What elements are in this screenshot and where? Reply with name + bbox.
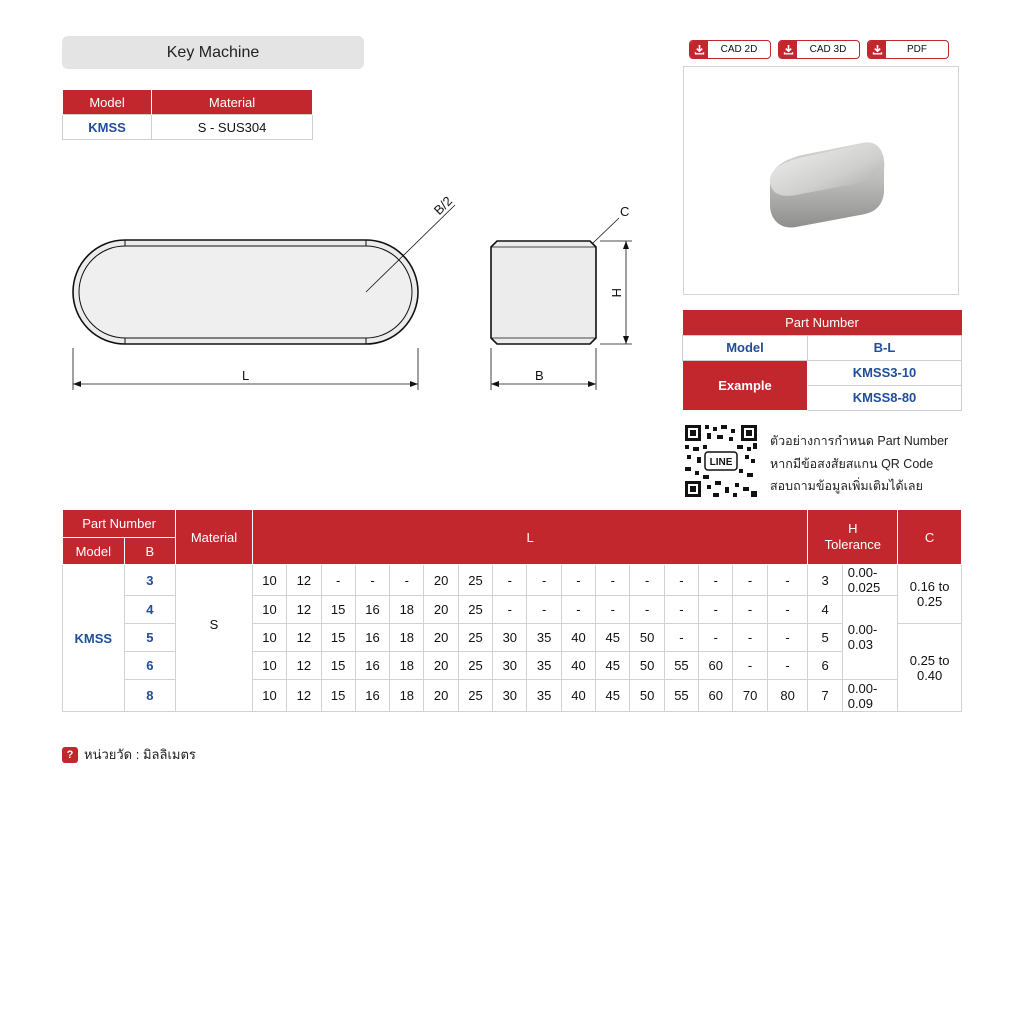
l-cell: -	[321, 565, 355, 596]
l-cell: 20	[424, 652, 458, 680]
l-cell: 60	[699, 680, 733, 712]
l-cell: 10	[252, 596, 286, 624]
l-cell: 40	[561, 680, 595, 712]
h-value: 6	[808, 652, 842, 680]
l-cell: -	[561, 565, 595, 596]
l-cell: 16	[355, 652, 389, 680]
l-cell: -	[733, 652, 767, 680]
radius-label: B/2	[430, 193, 456, 218]
l-cell: 15	[321, 624, 355, 652]
chamfer-leader	[593, 218, 619, 243]
line-note	[770, 430, 948, 498]
l-cell: 18	[390, 624, 424, 652]
line-note-text: สอบถามข้อมูลเพิ่มเติมได้เลย	[770, 479, 923, 493]
chamfer-label: C	[620, 204, 630, 219]
l-cell: -	[664, 596, 698, 624]
technical-drawing	[0, 0, 680, 420]
l-cell: 25	[458, 652, 492, 680]
l-cell: 10	[252, 624, 286, 652]
l-cell: 20	[424, 680, 458, 712]
l-cell: 12	[287, 596, 321, 624]
height-label: H	[609, 288, 624, 298]
pn-model-label: Model	[683, 335, 808, 360]
l-cell: 12	[287, 652, 321, 680]
pn-example-2: KMSS8-80	[808, 385, 962, 410]
spec-b-value: 6	[124, 652, 176, 680]
download-icon	[868, 41, 886, 58]
l-cell: 35	[527, 652, 561, 680]
l-cell: 80	[767, 680, 808, 712]
l-cell: 35	[527, 624, 561, 652]
h-value: 7	[808, 680, 842, 712]
l-cell: 16	[355, 680, 389, 712]
l-cell: -	[493, 596, 527, 624]
l-cell: 15	[321, 596, 355, 624]
l-cell: 18	[390, 652, 424, 680]
c-value: 0.16 to 0.25	[898, 565, 962, 624]
spec-b-value: 5	[124, 624, 176, 652]
spec-part-number-header: Part Number	[63, 510, 176, 538]
l-cell: 30	[493, 680, 527, 712]
pn-example-label: Example	[683, 360, 808, 410]
tolerance-value: 0.00- 0.025	[842, 565, 898, 596]
l-cell: -	[733, 624, 767, 652]
product-image	[683, 66, 959, 295]
l-cell: 25	[458, 596, 492, 624]
l-cell: -	[733, 565, 767, 596]
pdf-button[interactable]: PDF	[867, 40, 949, 59]
l-cell: 35	[527, 680, 561, 712]
spec-b-value: 4	[124, 596, 176, 624]
model-value: KMSS	[63, 115, 152, 140]
l-cell: 45	[596, 680, 630, 712]
l-cell: -	[630, 565, 664, 596]
l-cell: -	[699, 624, 733, 652]
spec-l-header: L	[252, 510, 808, 565]
l-cell: 18	[390, 596, 424, 624]
key-render	[684, 67, 960, 296]
l-cell: 70	[733, 680, 767, 712]
l-cell: 10	[252, 565, 286, 596]
l-cell: 20	[424, 596, 458, 624]
h-value: 4	[808, 596, 842, 624]
spec-material-header: Material	[176, 510, 253, 565]
l-cell: -	[355, 565, 389, 596]
l-cell: 25	[458, 680, 492, 712]
l-cell: 15	[321, 680, 355, 712]
l-cell: -	[699, 565, 733, 596]
tolerance-value: 0.00- 0.09	[842, 680, 898, 712]
l-cell: 45	[596, 624, 630, 652]
l-cell: -	[767, 652, 808, 680]
spec-model-value: KMSS	[63, 565, 125, 712]
l-cell: 60	[699, 652, 733, 680]
l-cell: 40	[561, 652, 595, 680]
l-cell: 12	[287, 680, 321, 712]
download-buttons	[689, 40, 949, 59]
part-number-table	[682, 310, 962, 411]
l-cell: 45	[596, 652, 630, 680]
l-cell: -	[767, 624, 808, 652]
model-header: Model	[63, 90, 152, 115]
l-cell: 30	[493, 652, 527, 680]
l-cell: 18	[390, 680, 424, 712]
end-view	[491, 241, 596, 344]
l-cell: -	[561, 596, 595, 624]
line-note-text: ตัวอย่างการกำหนด Part Number	[770, 434, 949, 448]
spec-table	[62, 509, 962, 712]
l-cell: 55	[664, 652, 698, 680]
download-icon	[779, 41, 797, 58]
l-cell: 25	[458, 565, 492, 596]
unit-note-text: หน่วยวัด : มิลลิเมตร	[84, 747, 196, 762]
l-cell: 20	[424, 565, 458, 596]
l-cell: -	[664, 565, 698, 596]
l-cell: 12	[287, 624, 321, 652]
spec-b-header: B	[124, 538, 176, 565]
l-cell: -	[390, 565, 424, 596]
l-cell: 12	[287, 565, 321, 596]
l-cell: -	[630, 596, 664, 624]
c-value: 0.25 to 0.40	[898, 624, 962, 712]
material-value: S - SUS304	[152, 115, 313, 140]
l-cell: -	[527, 596, 561, 624]
spec-material-value: S	[176, 565, 253, 712]
l-cell: -	[733, 596, 767, 624]
top-view-inner	[79, 246, 412, 338]
l-cell: 50	[630, 624, 664, 652]
l-cell: 20	[424, 624, 458, 652]
l-cell: -	[664, 624, 698, 652]
l-cell: 16	[355, 596, 389, 624]
l-cell: 25	[458, 624, 492, 652]
l-cell: -	[767, 596, 808, 624]
l-cell: -	[493, 565, 527, 596]
pn-model-format: B-L	[808, 335, 962, 360]
help-icon: ?	[62, 747, 78, 763]
l-cell: -	[596, 565, 630, 596]
length-label: L	[242, 368, 250, 383]
spec-b-value: 8	[124, 680, 176, 712]
tolerance-value: 0.00- 0.03	[842, 596, 898, 680]
line-note-text: หากมีข้อสงสัยสแกน QR Code	[770, 456, 934, 471]
table-row	[63, 565, 962, 596]
h-value: 5	[808, 624, 842, 652]
l-cell: 10	[252, 652, 286, 680]
l-cell: 40	[561, 624, 595, 652]
unit-note	[62, 744, 196, 765]
l-cell: 15	[321, 652, 355, 680]
download-icon	[690, 41, 708, 58]
l-cell: 10	[252, 680, 286, 712]
part-number-header: Part Number	[683, 310, 962, 335]
l-cell: -	[699, 596, 733, 624]
page-title: Key Machine	[62, 36, 364, 69]
l-cell: 50	[630, 652, 664, 680]
material-header: Material	[152, 90, 313, 115]
cad-2d-button[interactable]: CAD 2D	[689, 40, 771, 59]
spec-h-tolerance-header: H Tolerance	[808, 510, 898, 565]
h-value: 3	[808, 565, 842, 596]
l-cell: 30	[493, 624, 527, 652]
l-cell: 16	[355, 624, 389, 652]
spec-model-header: Model	[63, 538, 125, 565]
spec-c-header: C	[898, 510, 962, 565]
spec-b-value: 3	[124, 565, 176, 596]
l-cell: 50	[630, 680, 664, 712]
pn-example-1: KMSS3-10	[808, 360, 962, 385]
line-qr-code[interactable]	[685, 425, 757, 497]
l-cell: -	[596, 596, 630, 624]
l-cell: 55	[664, 680, 698, 712]
qr-line-label: LINE	[709, 457, 733, 468]
width-label: B	[535, 368, 544, 383]
l-cell: -	[767, 565, 808, 596]
l-cell: -	[527, 565, 561, 596]
cad-3d-button[interactable]: CAD 3D	[778, 40, 860, 59]
